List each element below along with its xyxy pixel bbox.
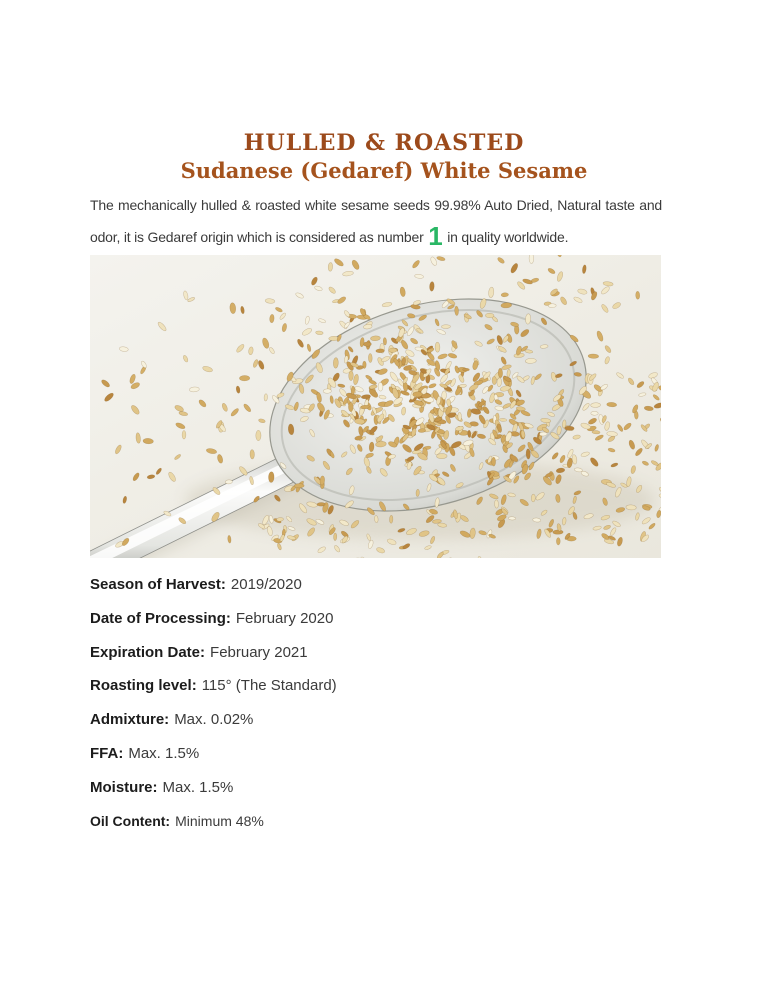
spec-label: Expiration Date: (90, 643, 206, 661)
spec-label: FFA: (90, 744, 124, 762)
page-title: HULLED & ROASTED (243, 130, 525, 156)
spec-row-oil-content (90, 813, 650, 847)
intro-text-before: The mechanically hulled & roasted white sesame seeds 99.98% Auto Dried, Natural taste and odor, it is Gedaref origin which is considered as number (90, 197, 662, 245)
spec-label: Roasting level: (90, 677, 197, 695)
spec-row-moisture (90, 779, 650, 813)
spec-row-season (90, 576, 650, 610)
intro-text-after: in quality worldwide. (443, 228, 569, 245)
spec-row-admixture (90, 711, 650, 745)
spec-label: Season of Harvest: (90, 576, 226, 593)
page-subtitle: Sudanese (Gedaref) White Sesame (180, 158, 588, 183)
spec-label: Moisture: (90, 778, 158, 796)
spec-label: Date of Processing: (90, 609, 231, 627)
spec-value: Minimum 48% (175, 812, 264, 829)
spec-list (90, 576, 650, 846)
spec-row-ffa (90, 745, 650, 779)
spec-row-processing (90, 610, 650, 644)
spec-value: February 2021 (210, 643, 308, 661)
spec-value: Max. 0.02% (174, 711, 254, 729)
spec-row-roasting (90, 677, 650, 711)
spec-row-expiration (90, 644, 650, 678)
spec-value: February 2020 (235, 609, 334, 627)
spec-value: Max. 1.5% (128, 744, 200, 762)
spec-label: Admixture: (90, 711, 170, 729)
sesame-seeds-photo (90, 255, 661, 558)
spec-label: Oil Content: (90, 812, 171, 829)
spec-value: Max. 1.5% (162, 778, 234, 796)
intro-paragraph (90, 190, 662, 253)
quality-rank-number: 1 (428, 220, 443, 251)
sesame-photo-illustration (90, 255, 661, 558)
spec-value: 2019/2020 (230, 576, 302, 593)
spec-value: 115° (The Standard) (201, 677, 337, 695)
